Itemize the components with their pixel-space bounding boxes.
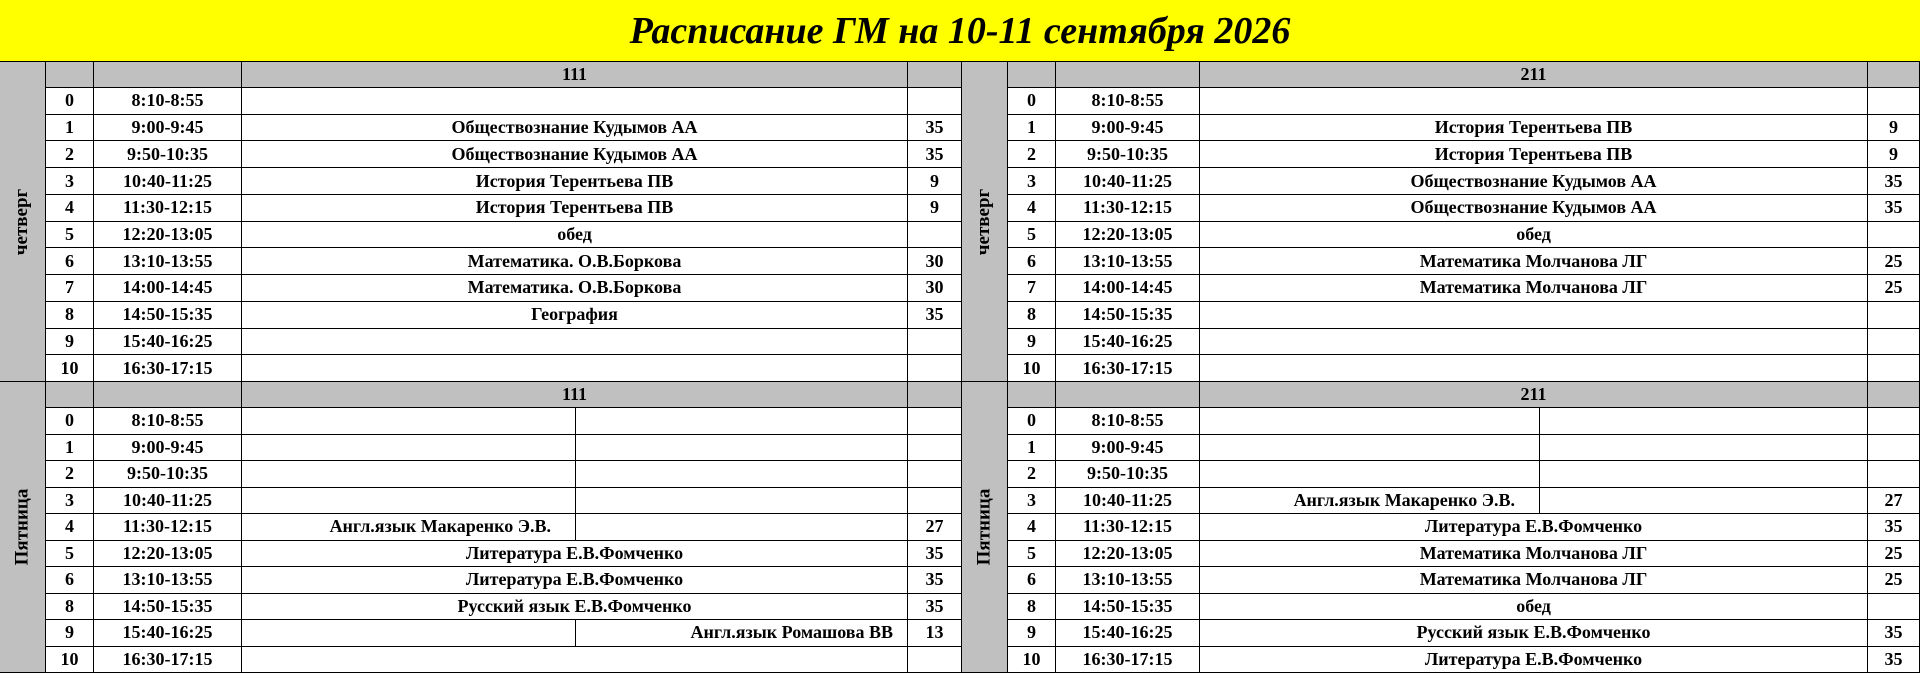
subject-cell-a xyxy=(1200,461,1540,488)
subject-cell: Англ.язык Макаренко Э.В. xyxy=(1200,488,1540,515)
lesson-time: 8:10-8:55 xyxy=(94,408,242,435)
lesson-time: 11:30-12:15 xyxy=(94,514,242,541)
lesson-time: 16:30-17:15 xyxy=(94,647,242,673)
lesson-time: 12:20-13:05 xyxy=(1056,222,1200,249)
lesson-number: 4 xyxy=(1008,514,1056,541)
lesson-time: 8:10-8:55 xyxy=(94,88,242,115)
subject-cell xyxy=(1200,302,1868,329)
room-number xyxy=(1868,594,1920,621)
lesson-number: 1 xyxy=(1008,435,1056,462)
subject-cell-b xyxy=(576,461,908,488)
lesson-number: 6 xyxy=(1008,248,1056,275)
lesson-time: 9:00-9:45 xyxy=(94,435,242,462)
subject-cell: Англ.язык Макаренко Э.В. xyxy=(242,514,576,541)
subject-cell xyxy=(242,88,908,115)
header-blank xyxy=(46,382,94,408)
room-number xyxy=(1868,355,1920,382)
room-number xyxy=(1868,435,1920,462)
header-blank xyxy=(908,382,962,408)
subject-cell: Литература Е.В.Фомченко xyxy=(242,541,908,568)
subject-cell: обед xyxy=(1200,222,1868,249)
lesson-number: 0 xyxy=(46,408,94,435)
subject-cell: Обществознание Кудымов АА xyxy=(1200,195,1868,222)
subject-cell xyxy=(242,647,908,673)
room-number: 13 xyxy=(908,620,962,647)
subject-cell-b xyxy=(576,408,908,435)
group-header: 211 xyxy=(1200,62,1868,88)
lesson-number: 6 xyxy=(46,567,94,594)
header-blank xyxy=(1008,62,1056,88)
lesson-number: 4 xyxy=(1008,195,1056,222)
subject-cell: История Терентьева ПВ xyxy=(1200,115,1868,142)
subject-cell-b xyxy=(576,435,908,462)
subject-cell: Математика. О.В.Боркова xyxy=(242,275,908,302)
lesson-number: 9 xyxy=(1008,329,1056,356)
subject-cell: обед xyxy=(1200,594,1868,621)
header-blank xyxy=(94,62,242,88)
lesson-number: 0 xyxy=(1008,88,1056,115)
room-number xyxy=(908,222,962,249)
lesson-number: 8 xyxy=(1008,594,1056,621)
room-number xyxy=(1868,302,1920,329)
lesson-time: 16:30-17:15 xyxy=(1056,647,1200,673)
subject-cell: Литература Е.В.Фомченко xyxy=(1200,647,1868,673)
lesson-time: 13:10-13:55 xyxy=(94,248,242,275)
lesson-number: 5 xyxy=(1008,222,1056,249)
room-number: 35 xyxy=(908,302,962,329)
subject-cell: Математика Молчанова ЛГ xyxy=(1200,275,1868,302)
room-number xyxy=(1868,88,1920,115)
lesson-time: 10:40-11:25 xyxy=(94,488,242,515)
group-header: 111 xyxy=(242,382,908,408)
header-blank xyxy=(1868,382,1920,408)
room-number: 35 xyxy=(1868,514,1920,541)
subject-cell xyxy=(242,355,908,382)
room-number: 35 xyxy=(1868,620,1920,647)
subject-cell: География xyxy=(242,302,908,329)
subject-cell xyxy=(242,329,908,356)
subject-cell: Математика. О.В.Боркова xyxy=(242,248,908,275)
lesson-number: 0 xyxy=(1008,408,1056,435)
lesson-number: 1 xyxy=(46,115,94,142)
lesson-time: 11:30-12:15 xyxy=(94,195,242,222)
subject-cell: Обществознание Кудымов АА xyxy=(242,115,908,142)
lesson-time: 14:00-14:45 xyxy=(94,275,242,302)
room-number: 9 xyxy=(908,195,962,222)
lesson-time: 15:40-16:25 xyxy=(1056,329,1200,356)
lesson-time: 9:50-10:35 xyxy=(94,141,242,168)
subject-cell-a xyxy=(242,488,576,515)
lesson-time: 10:40-11:25 xyxy=(94,168,242,195)
group-header: 211 xyxy=(1200,382,1868,408)
room-number: 9 xyxy=(1868,141,1920,168)
lesson-number: 8 xyxy=(46,302,94,329)
header-blank xyxy=(1056,382,1200,408)
lesson-number: 5 xyxy=(46,222,94,249)
subject-cell-b xyxy=(1540,435,1868,462)
lesson-time: 8:10-8:55 xyxy=(1056,408,1200,435)
lesson-number: 3 xyxy=(46,488,94,515)
subject-cell: Обществознание Кудымов АА xyxy=(1200,168,1868,195)
subject-cell: Математика Молчанова ЛГ xyxy=(1200,541,1868,568)
lesson-time: 10:40-11:25 xyxy=(1056,168,1200,195)
subject-cell: Литература Е.В.Фомченко xyxy=(242,567,908,594)
room-number: 9 xyxy=(908,168,962,195)
lesson-number: 0 xyxy=(46,88,94,115)
lesson-number: 5 xyxy=(46,541,94,568)
lesson-number: 7 xyxy=(46,275,94,302)
lesson-time: 14:50-15:35 xyxy=(94,594,242,621)
lesson-time: 14:50-15:35 xyxy=(1056,302,1200,329)
lesson-number: 10 xyxy=(1008,355,1056,382)
header-blank xyxy=(1008,382,1056,408)
room-number xyxy=(1868,408,1920,435)
room-number: 35 xyxy=(908,567,962,594)
lesson-number: 10 xyxy=(46,355,94,382)
lesson-time: 9:50-10:35 xyxy=(94,461,242,488)
lesson-time: 9:00-9:45 xyxy=(1056,115,1200,142)
room-number: 35 xyxy=(1868,647,1920,673)
lesson-number: 1 xyxy=(1008,115,1056,142)
header-blank xyxy=(1868,62,1920,88)
lesson-time: 9:00-9:45 xyxy=(94,115,242,142)
room-number: 25 xyxy=(1868,275,1920,302)
lesson-number: 7 xyxy=(1008,275,1056,302)
header-blank xyxy=(1056,62,1200,88)
subject-cell-b xyxy=(576,488,908,515)
subject-cell-b xyxy=(1540,488,1868,515)
subject-cell-a xyxy=(242,408,576,435)
room-number: 30 xyxy=(908,248,962,275)
lesson-time: 15:40-16:25 xyxy=(94,620,242,647)
subject-cell xyxy=(1200,355,1868,382)
lesson-time: 15:40-16:25 xyxy=(1056,620,1200,647)
room-number: 25 xyxy=(1868,567,1920,594)
room-number xyxy=(1868,461,1920,488)
lesson-time: 12:20-13:05 xyxy=(94,222,242,249)
lesson-number: 10 xyxy=(46,647,94,673)
page-title: Расписание ГМ на 10-11 сентября 2026 xyxy=(0,0,1920,62)
subject-cell: Математика Молчанова ЛГ xyxy=(1200,248,1868,275)
room-number xyxy=(1868,329,1920,356)
lesson-number: 9 xyxy=(46,329,94,356)
room-number xyxy=(1868,222,1920,249)
lesson-number: 8 xyxy=(46,594,94,621)
room-number xyxy=(908,408,962,435)
room-number: 35 xyxy=(908,594,962,621)
room-number: 35 xyxy=(908,141,962,168)
room-number xyxy=(908,88,962,115)
room-number: 35 xyxy=(908,541,962,568)
room-number xyxy=(908,435,962,462)
header-blank xyxy=(94,382,242,408)
lesson-number: 2 xyxy=(1008,461,1056,488)
subject-cell xyxy=(1200,329,1868,356)
room-number: 25 xyxy=(1868,541,1920,568)
subject-cell: Обществознание Кудымов АА xyxy=(242,141,908,168)
lesson-time: 13:10-13:55 xyxy=(1056,567,1200,594)
lesson-time: 11:30-12:15 xyxy=(1056,195,1200,222)
header-blank xyxy=(46,62,94,88)
room-number xyxy=(908,329,962,356)
lesson-time: 11:30-12:15 xyxy=(1056,514,1200,541)
subject-cell: Англ.язык Ромашова ВВ xyxy=(576,620,908,647)
lesson-number: 3 xyxy=(46,168,94,195)
day-column xyxy=(0,382,46,673)
lesson-time: 12:20-13:05 xyxy=(1056,541,1200,568)
room-number: 9 xyxy=(1868,115,1920,142)
subject-cell-b xyxy=(1540,461,1868,488)
lesson-number: 10 xyxy=(1008,647,1056,673)
lesson-number: 3 xyxy=(1008,488,1056,515)
day-column xyxy=(0,62,46,382)
subject-cell: История Терентьева ПВ xyxy=(242,195,908,222)
lesson-number: 9 xyxy=(1008,620,1056,647)
group-header: 111 xyxy=(242,62,908,88)
subject-cell-a xyxy=(1200,435,1540,462)
subject-cell-a xyxy=(1200,408,1540,435)
room-number xyxy=(908,461,962,488)
subject-cell: Математика Молчанова ЛГ xyxy=(1200,567,1868,594)
day-label: четверг xyxy=(973,188,995,255)
room-number: 25 xyxy=(1868,248,1920,275)
lesson-time: 15:40-16:25 xyxy=(94,329,242,356)
subject-cell-b xyxy=(1540,408,1868,435)
lesson-time: 13:10-13:55 xyxy=(94,567,242,594)
lesson-time: 14:50-15:35 xyxy=(1056,594,1200,621)
day-label: Пятница xyxy=(973,488,995,566)
lesson-number: 4 xyxy=(46,195,94,222)
lesson-time: 10:40-11:25 xyxy=(1056,488,1200,515)
lesson-time: 12:20-13:05 xyxy=(94,541,242,568)
subject-cell: Русский язык Е.В.Фомченко xyxy=(1200,620,1868,647)
subject-cell: Литература Е.В.Фомченко xyxy=(1200,514,1868,541)
lesson-number: 9 xyxy=(46,620,94,647)
lesson-time: 9:50-10:35 xyxy=(1056,461,1200,488)
lesson-number: 6 xyxy=(46,248,94,275)
room-number: 30 xyxy=(908,275,962,302)
lesson-number: 1 xyxy=(46,435,94,462)
lesson-number: 2 xyxy=(46,141,94,168)
subject-cell: обед xyxy=(242,222,908,249)
subject-cell xyxy=(1200,88,1868,115)
lesson-number: 5 xyxy=(1008,541,1056,568)
subject-cell-a xyxy=(242,620,576,647)
lesson-time: 13:10-13:55 xyxy=(1056,248,1200,275)
room-number: 35 xyxy=(908,115,962,142)
room-number: 27 xyxy=(1868,488,1920,515)
lesson-number: 8 xyxy=(1008,302,1056,329)
lesson-time: 9:50-10:35 xyxy=(1056,141,1200,168)
lesson-time: 16:30-17:15 xyxy=(1056,355,1200,382)
subject-cell: Русский язык Е.В.Фомченко xyxy=(242,594,908,621)
lesson-number: 2 xyxy=(1008,141,1056,168)
lesson-time: 14:50-15:35 xyxy=(94,302,242,329)
room-number xyxy=(908,488,962,515)
lesson-number: 6 xyxy=(1008,567,1056,594)
lesson-time: 16:30-17:15 xyxy=(94,355,242,382)
room-number xyxy=(908,647,962,673)
subject-cell: История Терентьева ПВ xyxy=(1200,141,1868,168)
subject-cell-a xyxy=(242,435,576,462)
lesson-time: 9:00-9:45 xyxy=(1056,435,1200,462)
day-label: четверг xyxy=(11,188,33,255)
room-number: 27 xyxy=(908,514,962,541)
subject-cell: История Терентьева ПВ xyxy=(242,168,908,195)
lesson-time: 14:00-14:45 xyxy=(1056,275,1200,302)
day-column xyxy=(962,62,1008,382)
subject-cell-a xyxy=(242,461,576,488)
day-label: Пятница xyxy=(11,488,33,566)
room-number: 35 xyxy=(1868,168,1920,195)
day-column xyxy=(962,382,1008,673)
lesson-number: 2 xyxy=(46,461,94,488)
lesson-number: 4 xyxy=(46,514,94,541)
lesson-number: 3 xyxy=(1008,168,1056,195)
header-blank xyxy=(908,62,962,88)
lesson-time: 8:10-8:55 xyxy=(1056,88,1200,115)
room-number xyxy=(908,355,962,382)
subject-cell-b xyxy=(576,514,908,541)
room-number: 35 xyxy=(1868,195,1920,222)
